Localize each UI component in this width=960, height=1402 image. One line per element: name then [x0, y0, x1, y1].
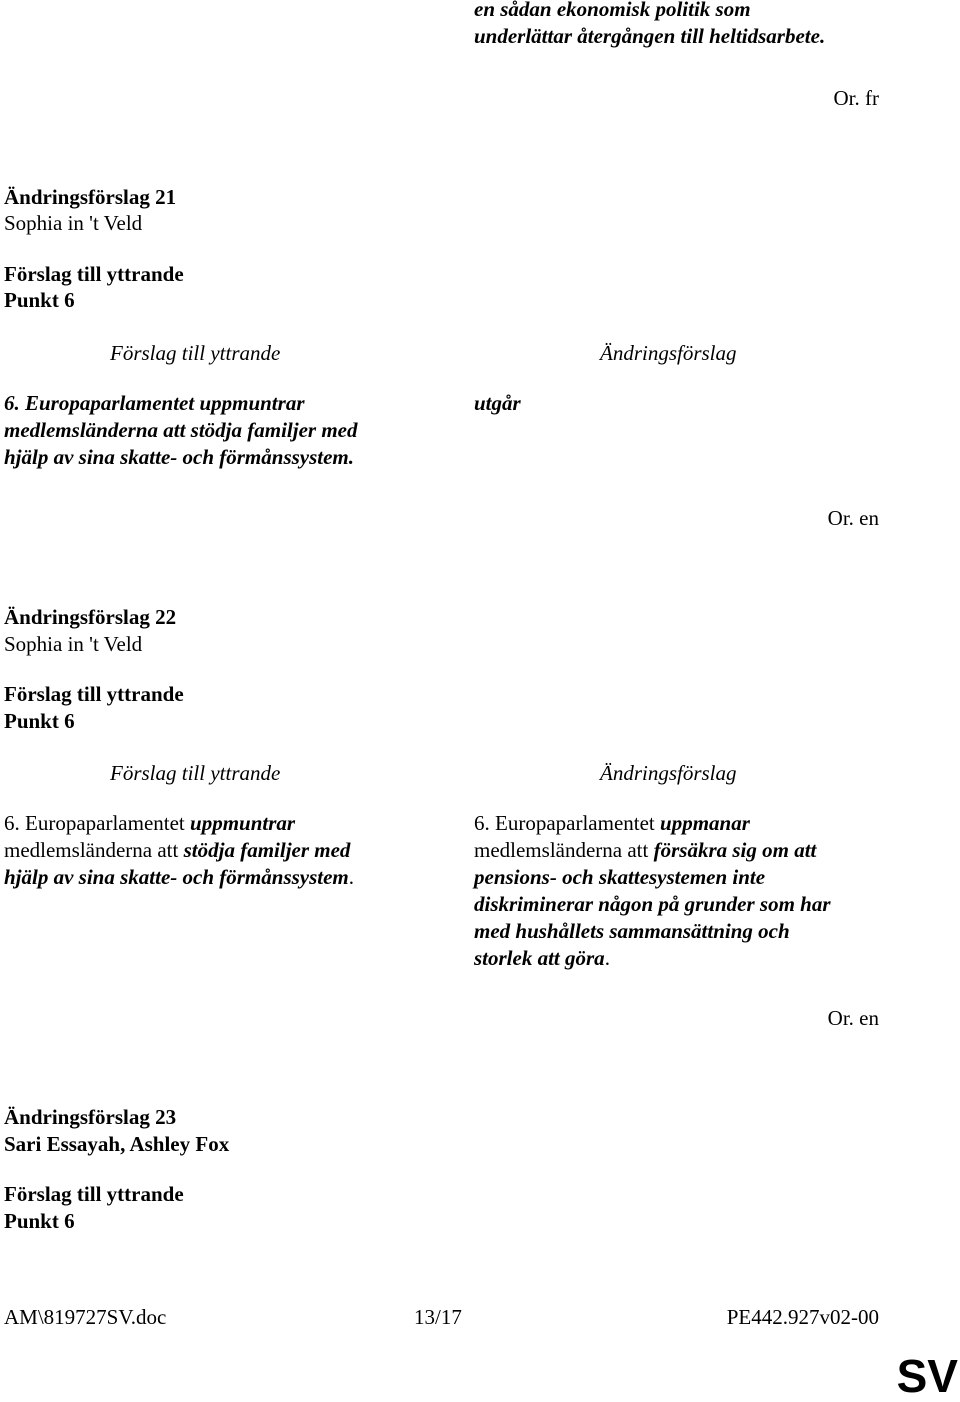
amendment-line-2	[474, 837, 831, 864]
proposal-line-1	[4, 810, 354, 837]
text-emphasis: stödja familjer med	[183, 838, 351, 862]
proposal-line-3	[4, 864, 354, 891]
amendment-subject: Förslag till yttrande	[4, 682, 184, 706]
column-header-amendment: Ändringsförslag	[600, 341, 737, 365]
column-header-proposal: Förslag till yttrande	[110, 341, 281, 365]
amendment-line-1	[474, 810, 831, 837]
amendment-heading: Ändringsförslag 23	[4, 1105, 177, 1129]
text-emphasis: försäkra sig om att	[653, 838, 817, 862]
text-plain: .	[348, 865, 355, 889]
proposal-line-2	[4, 837, 354, 864]
proposal-line-3: hjälp av sina skatte- och förmånssystem.	[4, 445, 355, 469]
text-emphasis: uppmanar	[660, 811, 750, 835]
amendment-text	[474, 810, 831, 972]
text-plain: 6. Europaparlamentet	[4, 811, 191, 835]
text-emphasis: storlek att göra	[474, 946, 605, 970]
text-plain: medlemsländerna att	[474, 838, 654, 862]
footer-pe-ref: PE442.927v02-00	[726, 1305, 879, 1329]
column-header-proposal: Förslag till yttrande	[110, 761, 281, 785]
column-header-amendment: Ändringsförslag	[600, 761, 737, 785]
amendment-subject: Förslag till yttrande	[4, 1182, 184, 1206]
amendment-point: Punkt 6	[4, 709, 75, 733]
text-emphasis: med hushållets sammansättning och	[474, 919, 790, 943]
footer-doc-ref: AM\819727SV.doc	[4, 1305, 167, 1329]
proposal-text	[4, 390, 358, 471]
amendment-line-6	[474, 945, 831, 972]
amendment-text-deleted: utgår	[474, 391, 521, 415]
text-plain: 6. Europaparlamentet	[474, 811, 661, 835]
original-language-label: Or. fr	[833, 86, 879, 110]
footer-page-number: 13/17	[414, 1305, 462, 1329]
original-language-label: Or. en	[827, 1006, 879, 1030]
text-plain: medlemsländerna att	[4, 838, 184, 862]
amendment-subject: Förslag till yttrande	[4, 262, 184, 286]
amendment-point: Punkt 6	[4, 1209, 75, 1233]
carryover-amendment-text	[474, 0, 825, 50]
amendment-heading: Ändringsförslag 21	[4, 185, 177, 209]
amendment-author: Sophia in 't Veld	[4, 632, 143, 656]
proposal-line-2: medlemsländerna att stödja familjer med	[4, 418, 358, 442]
proposal-text	[4, 810, 354, 891]
text-emphasis: hjälp av sina skatte- och förmånssystem	[4, 865, 349, 889]
text-emphasis: diskriminerar någon på grunder som har	[474, 892, 831, 916]
text-plain: .	[604, 946, 610, 970]
carryover-line-1: en sådan ekonomisk politik som	[474, 0, 751, 21]
amendment-author: Sari Essayah, Ashley Fox	[4, 1132, 230, 1156]
amendment-heading: Ändringsförslag 22	[4, 605, 177, 629]
original-language-label: Or. en	[827, 506, 879, 530]
amendment-author: Sophia in 't Veld	[4, 211, 143, 235]
carryover-line-2: underlättar återgången till heltidsarbete.	[474, 24, 826, 48]
amendment-line-3	[474, 864, 831, 891]
footer-language-code: SV	[896, 1350, 958, 1402]
amendment-line-5	[474, 918, 831, 945]
amendment-point: Punkt 6	[4, 288, 75, 312]
amendment-line-4	[474, 891, 831, 918]
text-emphasis: uppmuntrar	[190, 811, 296, 835]
proposal-line-1: 6. Europaparlamentet uppmuntrar	[4, 391, 305, 415]
text-emphasis: pensions- och skattesystemen inte	[474, 865, 766, 889]
